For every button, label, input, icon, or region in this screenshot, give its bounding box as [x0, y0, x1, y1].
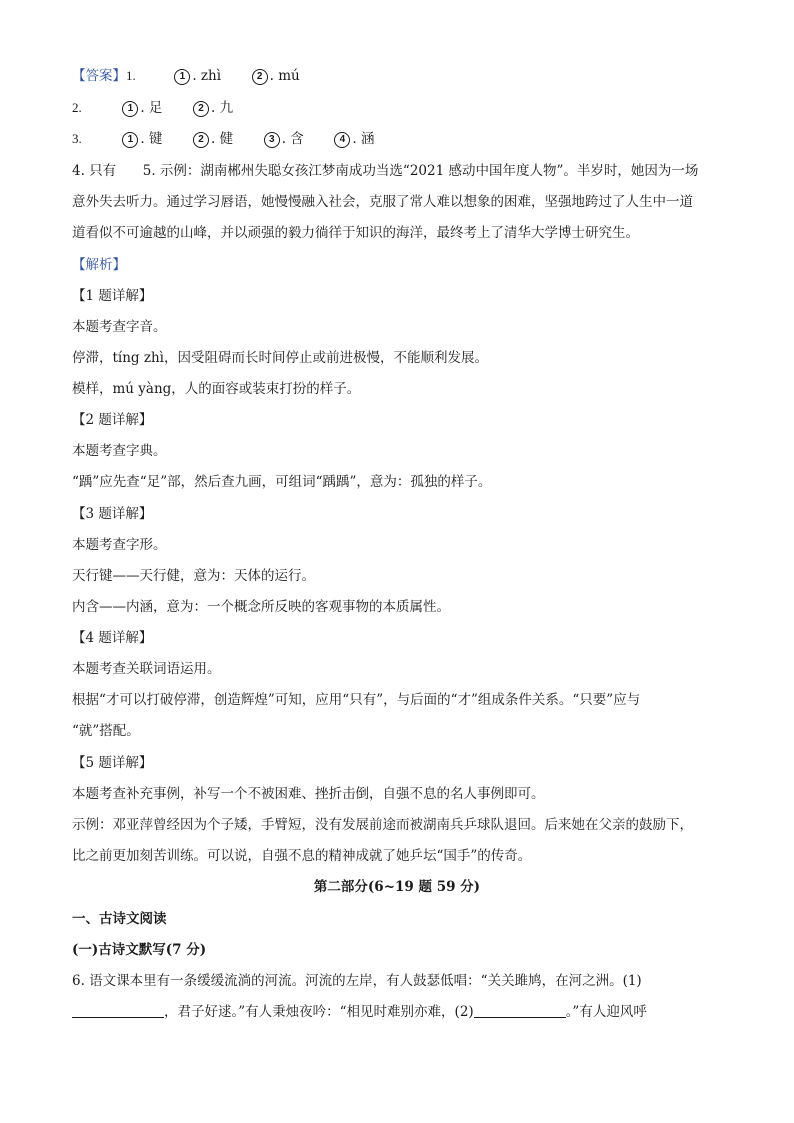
section-ancient-poetry-heading: 一、古诗文阅读	[72, 911, 167, 927]
section-1-line-3: 模样，mú yàng，人的面容或装束打扮的样子。	[72, 381, 361, 397]
section-1-heading: 【1 题详解】	[72, 288, 153, 304]
section-2-line-1: 本题考查字典。	[72, 443, 167, 459]
section-1-line-1: 本题考查字音。	[72, 319, 167, 335]
q3-option-3: 3 . 含	[264, 131, 304, 147]
question-6-line-2: ，君子好逑。”有人秉烛夜吟：“相见时难别亦难，(2) 。”有人迎风呼	[72, 1003, 647, 1021]
q3-option-1: 1 . 键	[122, 131, 162, 147]
section-4-line-3: “就”搭配。	[72, 723, 140, 739]
answer-q4-q5-line	[72, 162, 698, 180]
section-2-heading: 【2 题详解】	[72, 412, 153, 428]
section-4-line-1: 本题考查关联词语运用。	[72, 661, 221, 677]
q5-answer-line-2: 意外失去听力。通过学习唇语，她慢慢融入社会，克服了常人难以想象的困难，坚强地跨过了人生中一道	[72, 194, 693, 210]
section-1-line-2: 停滞，tíng zhì，因受阻碍而长时间停止或前进极慢，不能顺利发展。	[72, 350, 488, 366]
answer-header-line	[72, 67, 300, 85]
q1-option-1: 1 . zhì	[174, 68, 221, 84]
section-3-line-2: 天行键——天行健，意为：天体的运行。	[72, 568, 315, 584]
section-3-line-1: 本题考查字形。	[72, 537, 167, 553]
q4-answer: 4. 只有	[72, 163, 117, 179]
q2-option-2: 2 . 九	[193, 100, 233, 116]
analysis-tag: 【解析】	[72, 257, 126, 273]
answer-blank-1[interactable]	[72, 1005, 164, 1018]
circled-number-icon: 2	[193, 132, 209, 148]
section-3-line-3: 内含——内涵，意为：一个概念所反映的客观事物的本质属性。	[72, 599, 450, 615]
answer-q2-line: 2. 1 . 足 2 . 九	[72, 100, 234, 116]
circled-number-icon: 1	[122, 132, 138, 148]
circled-number-icon: 1	[122, 101, 138, 117]
section-5-line-3: 比之前更加刻苦训练。可以说，自强不息的精神成就了她乒坛“国手”的传奇。	[72, 848, 532, 864]
q2-option-1: 1 . 足	[122, 100, 162, 116]
section-5-line-1: 本题考查补充事例，补写一个不被困难、挫折击倒，自强不息的名人事例即可。	[72, 786, 545, 802]
answer-tag: 【答案】	[72, 68, 126, 84]
circled-number-icon: 1	[174, 69, 190, 85]
q5-answer-line-3: 道看似不可逾越的山峰，并以顽强的毅力徜徉于知识的海洋，最终考上了清华大学博士研究生。	[72, 225, 639, 241]
q3-option-2: 2 . 健	[193, 131, 233, 147]
section-4-heading: 【4 题详解】	[72, 630, 153, 646]
part-2-title: 第二部分(6~19 题 59 分)	[313, 879, 481, 895]
answer-blank-2[interactable]	[474, 1005, 566, 1018]
section-2-line-2: “踽”应先查“足”部，然后查九画，可组词“踽踽”，意为：孤独的样子。	[72, 474, 492, 490]
circled-number-icon: 4	[334, 132, 350, 148]
section-3-heading: 【3 题详解】	[72, 506, 153, 522]
q1-option-2: 2 . mú	[252, 68, 300, 84]
q3-option-4: 4 . 涵	[334, 131, 374, 147]
circled-number-icon: 2	[252, 69, 268, 85]
section-5-heading: 【5 题详解】	[72, 755, 153, 771]
q1-number: 1.	[126, 68, 136, 83]
answer-q3-line: 3. 1 . 键 2 . 健 3 . 含 4 . 涵	[72, 131, 375, 147]
q5-answer-line-1: 5. 示例：湖南郴州失聪女孩江梦南成功当选“2021 感动中国年度人物”。半岁时，她因为一场	[142, 163, 699, 179]
section-5-line-2: 示例：邓亚萍曾经因为个子矮，手臂短，没有发展前途而被湖南兵乒球队退回。后来她在父亲的鼓励下，	[72, 817, 693, 833]
circled-number-icon: 3	[264, 132, 280, 148]
subsection-dictation-heading: (一)古诗文默写(7 分)	[72, 942, 207, 958]
question-6-line-1: 6. 语文课本里有一条缓缓流淌的河流。河流的左岸，有人鼓瑟低唱：“关关雎鸠，在河之洲。(1)	[72, 973, 642, 989]
circled-number-icon: 2	[193, 101, 209, 117]
section-4-line-2: 根据“才可以打破停滞，创造辉煌”可知，应用“只有”，与后面的“才”组成条件关系。“只要”应与	[72, 692, 641, 708]
